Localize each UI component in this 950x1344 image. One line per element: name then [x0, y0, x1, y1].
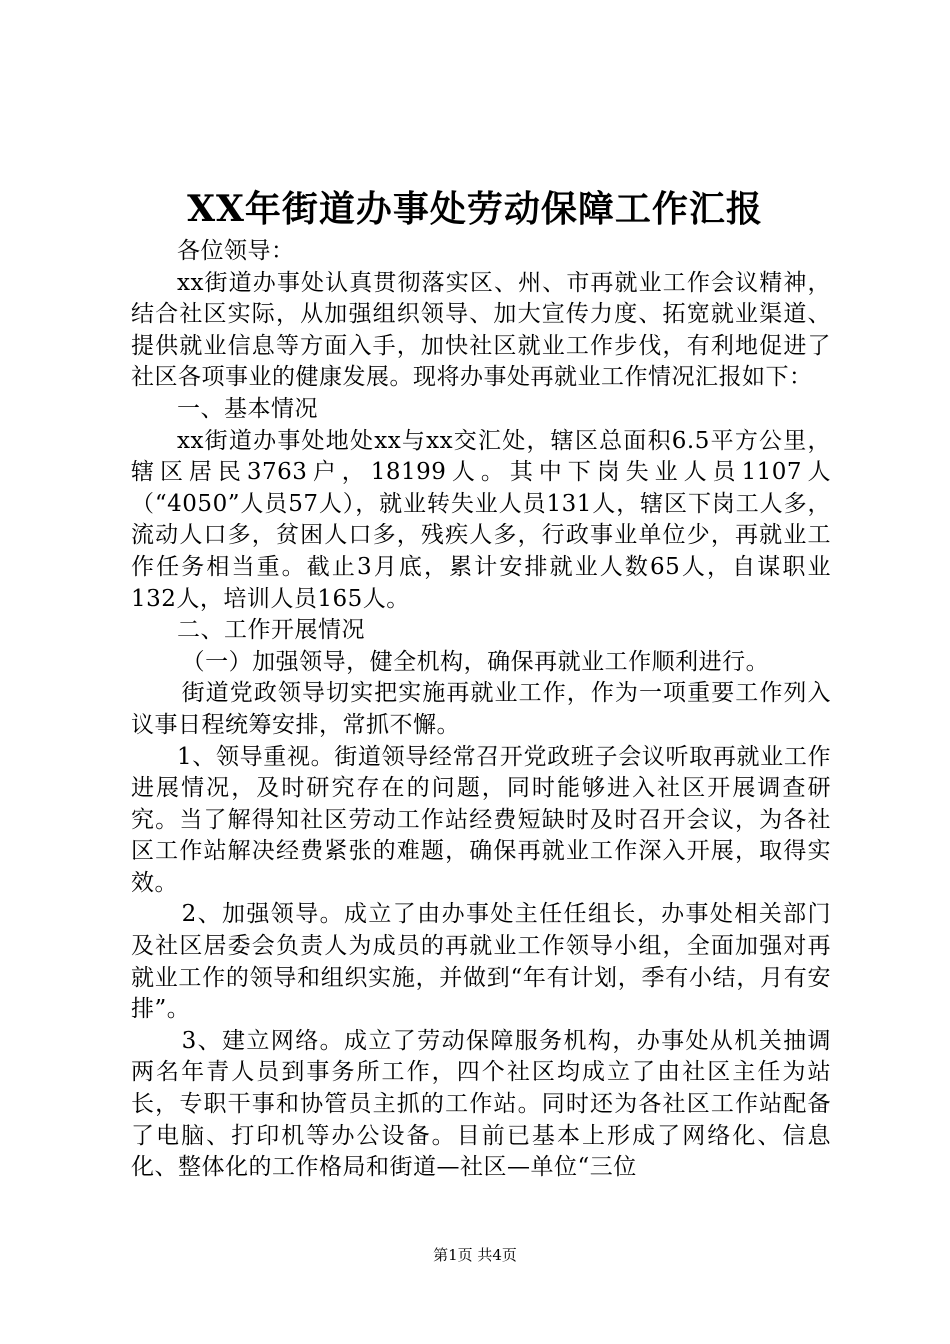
- item-1-paragraph: 1、领导重视。街道领导经常召开党政班子会议听取再就业工作进展情况，及时研究存在的问题，同时能够进入社区开展调查研究。当了解得知社区劳动工作站经费短缺时及时召开会议，为各社区工作站解决经费紧张的难题，确保再就业工作深入开展，取得实效。: [131, 743, 831, 896]
- document-body: [131, 236, 831, 1184]
- section-heading-basic: 一、基本情况: [177, 395, 318, 422]
- page-footer: 第1页 共4页: [433, 1246, 517, 1264]
- section-heading-work: 二、工作开展情况: [177, 617, 365, 644]
- subsection-heading-1: （一）加强领导，健全机构，确保再就业工作顺利进行。: [181, 648, 770, 675]
- salutation: 各位领导：: [177, 238, 295, 264]
- basic-info-paragraph: xx街道办事处地处xx与xx交汇处，辖区总面积6.5平方公里，辖区居民3763户，18199人。其中下岗失业人员1107人（“4050”人员57人），就业转失业人员131人，辖区下岗工人多，流动人口多，贫困人口多，残疾人多，行政事业单位少，再就业工作任务相当重。截止3月底，累计安排就业人数65人，自谋职业132人，培训人员165人。: [131, 427, 831, 612]
- intro-paragraph: xx街道办事处认真贯彻落实区、州、市再就业工作会议精神，结合社区实际，从加强组织领导、加大宣传力度、拓宽就业渠道、提供就业信息等方面入手，加快社区就业工作步伐，有利地促进了社区各项事业的健康发展。现将办事处再就业工作情况汇报如下：: [131, 269, 831, 391]
- document-title: XX年街道办事处劳动保障工作汇报: [187, 188, 763, 230]
- item-3-paragraph: 3、建立网络。成立了劳动保障服务机构，办事处从机关抽调两名年青人员到事务所工作，四个社区均成立了由社区主任为站长，专职干事和协管员主抓的工作站。同时还为各社区工作站配备了电脑、打印机等办公设备。目前已基本上形成了网络化、信息化、整体化的工作格局和街道—社区—单位“三位: [131, 1027, 831, 1181]
- item-2-paragraph: 2、加强领导。成立了由办事处主任任组长，办事处相关部门及社区居委会负责人为成员的再就业工作领导小组，全面加强对再就业工作的领导和组织实施，并做到“年有计划，季有小结，月有安排”。: [131, 901, 831, 1023]
- leadership-paragraph: 街道党政领导切实把实施再就业工作，作为一项重要工作列入议事日程统筹安排，常抓不懈。: [131, 680, 831, 738]
